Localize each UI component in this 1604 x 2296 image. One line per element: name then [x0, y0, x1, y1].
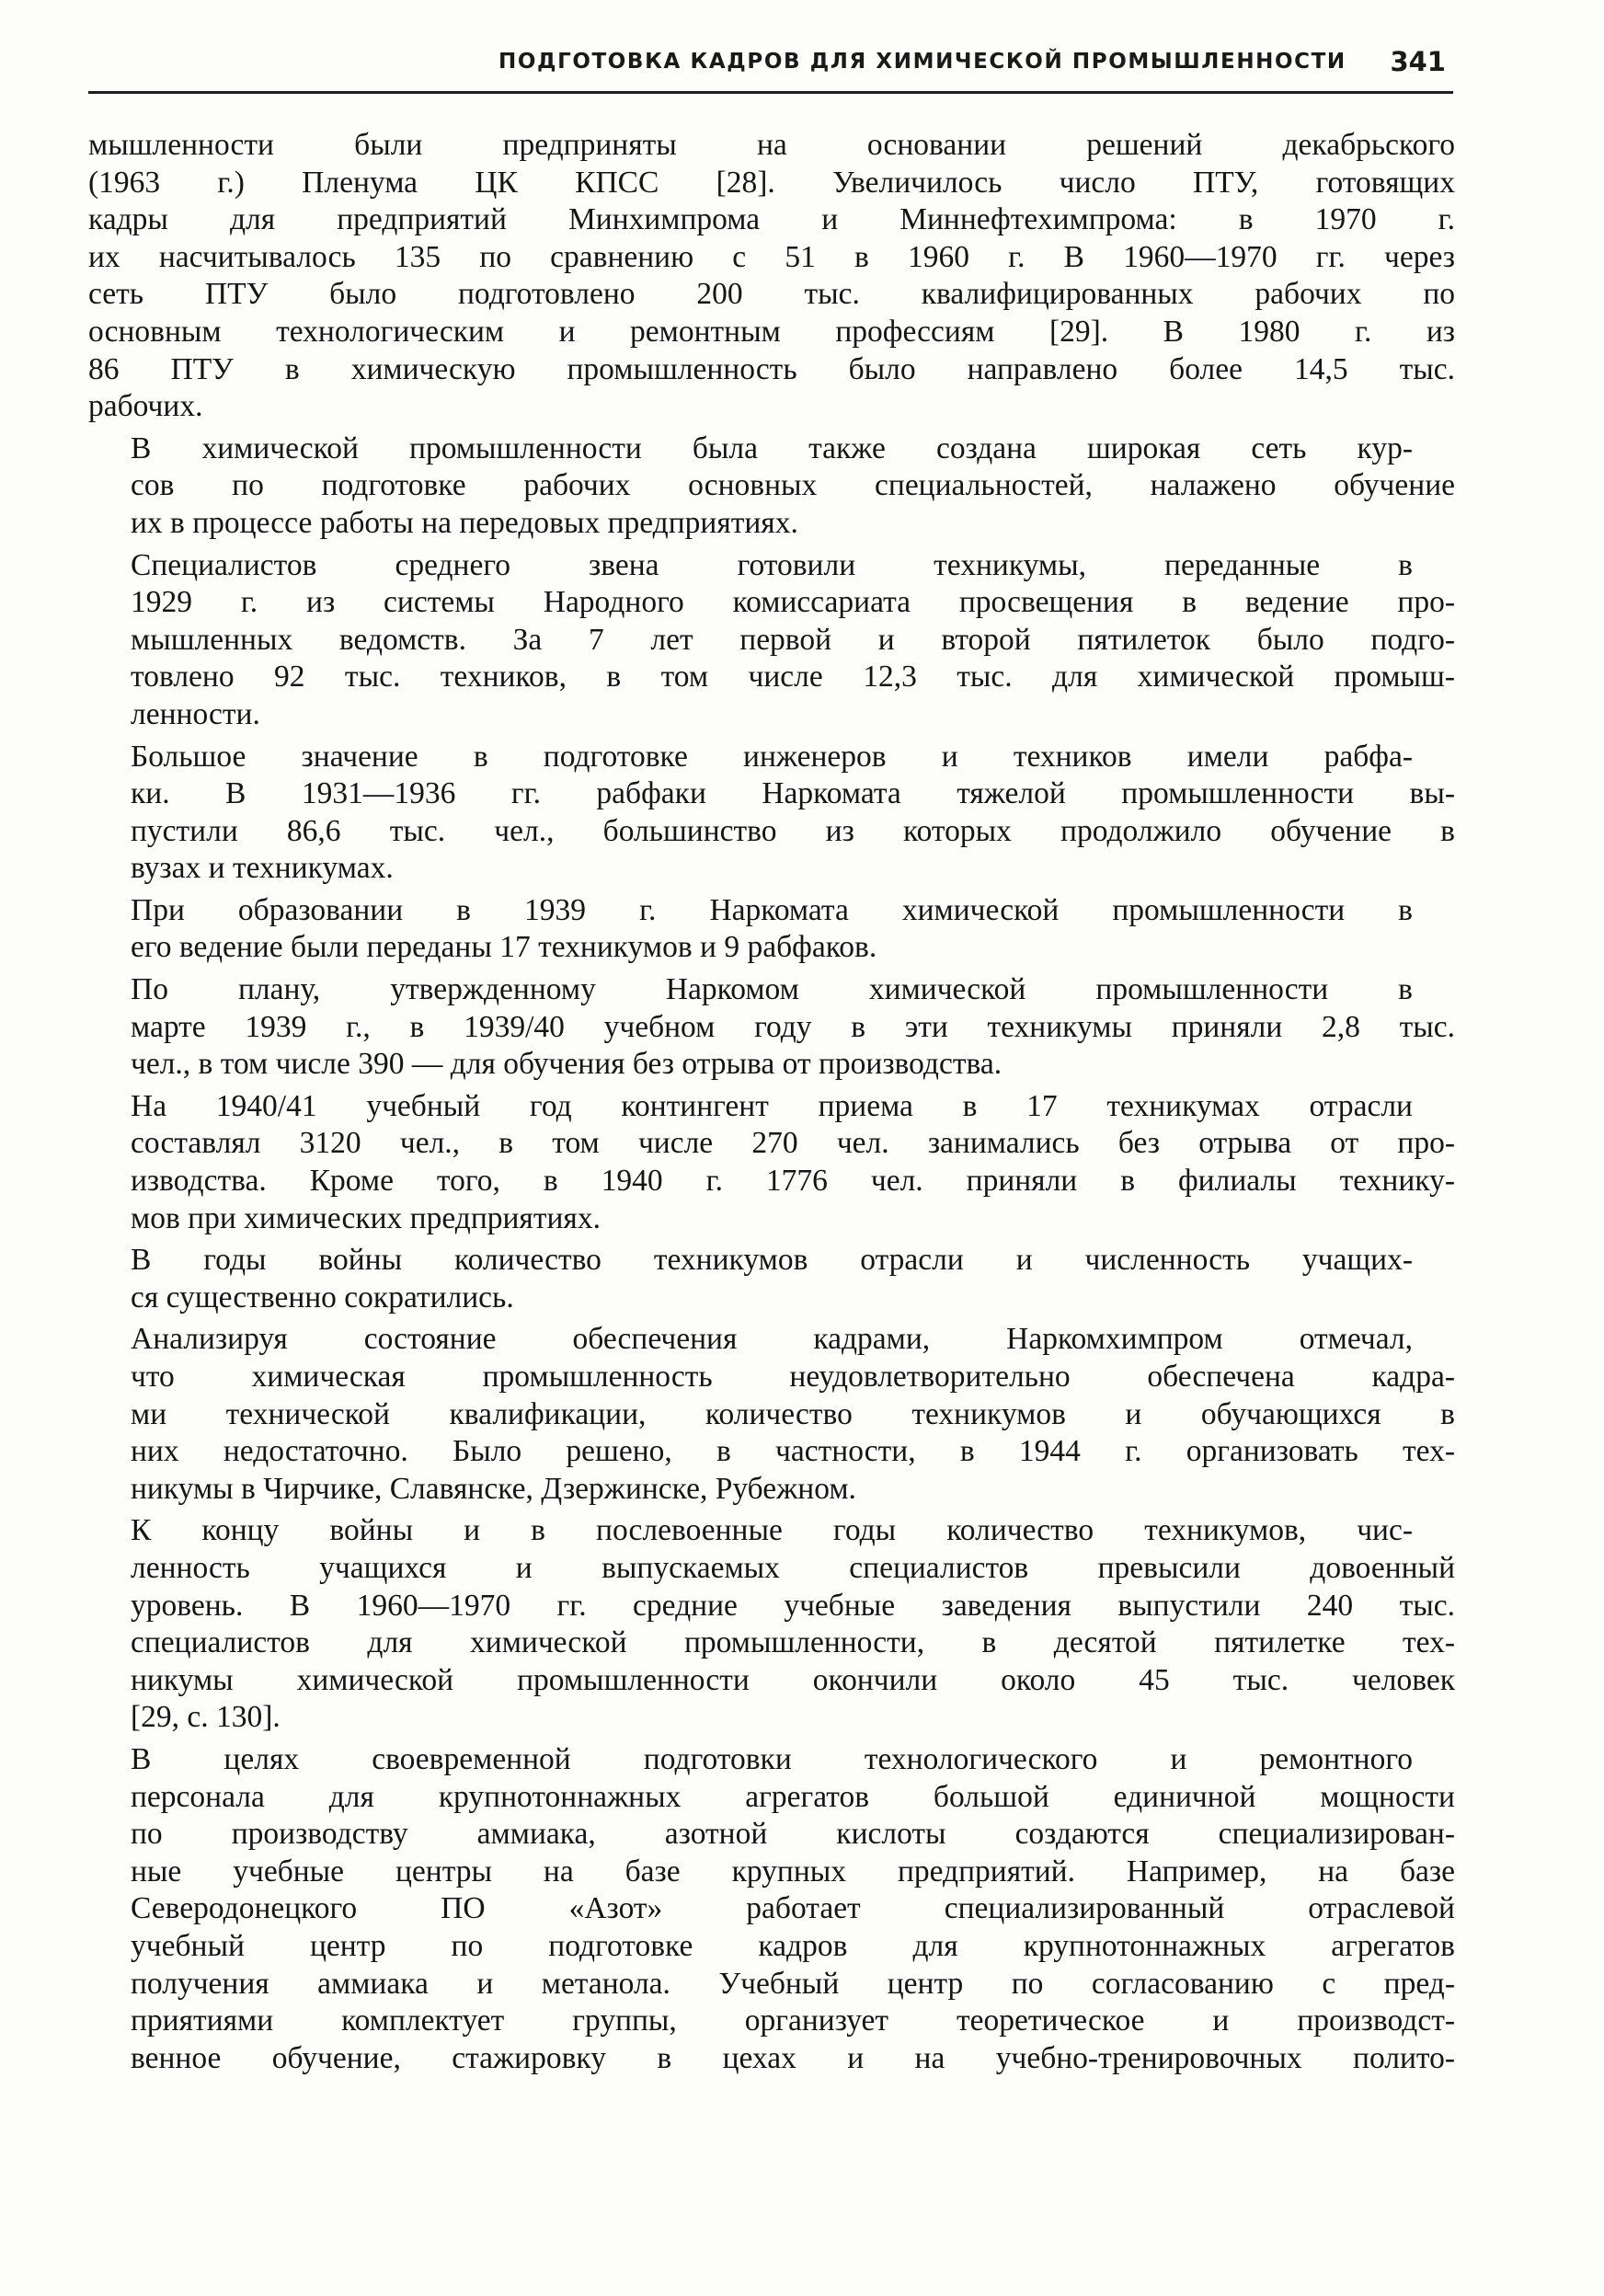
text-line: приятиями комплектует группы, организует теоретическое и производст- [131, 2003, 1455, 2038]
paragraph [88, 1242, 1455, 1316]
text-line: 86 ПТУ в химическую промышленность было направлено более 14,5 тыс. [88, 351, 1455, 386]
text-line: мышленных ведомств. За 7 лет первой и второй пятилеток было подго- [131, 622, 1455, 657]
text-line: сеть ПТУ было подготовлено 200 тыс. квалифицированных рабочих по [88, 277, 1455, 312]
text-line: сов по подготовке рабочих основных специальностей, налажено обучение [131, 468, 1455, 503]
text-line: специалистов для химической промышленности, в десятой пятилетке тех- [131, 1625, 1455, 1660]
text-line: товлено 92 тыс. техников, в том числе 12,3 тыс. для химической промыш- [131, 660, 1455, 695]
text-line: пустили 86,6 тыс. чел., большинство из которых продолжило обучение в [131, 813, 1455, 848]
paragraph [88, 1741, 1455, 2077]
text-line: основным технологическим и ремонтным профессиям [29]. В 1980 г. из [88, 314, 1455, 349]
text-line: учебный центр по подготовке кадров для крупнотоннажных агрегатов [131, 1928, 1455, 1963]
text-line: кадры для предприятий Минхимпрома и Миннефтехимпрома: в 1970 г. [88, 202, 1455, 237]
text-line: К концу войны и в послевоенные годы количество техникумов, чис- [131, 1513, 1413, 1548]
text-line: персонала для крупнотоннажных агрегатов большой единичной мощности [131, 1779, 1455, 1814]
page-number: 341 [1390, 46, 1446, 77]
text-line: ми технической квалификации, количество техникумов и обучающихся в [131, 1396, 1455, 1431]
text-line: никумы в Чирчике, Славянске, Дзержинске, Рубежном. [131, 1471, 856, 1506]
text-line: них недостаточно. Было решено, в частности, в 1944 г. организовать тех- [131, 1434, 1455, 1469]
text-line: В годы войны количество техникумов отрасли и численность учащих- [131, 1243, 1413, 1278]
paragraph [88, 1088, 1455, 1237]
paragraph [88, 547, 1455, 734]
text-line: вузах и техникумах. [131, 851, 394, 886]
text-line: В целях своевременной подготовки технологического и ремонтного [131, 1741, 1413, 1776]
text-line: никумы химической промышленности окончили около 45 тыс. человек [131, 1662, 1455, 1697]
text-line: В химической промышленности была также создана широкая сеть кур- [131, 430, 1413, 465]
running-head [88, 44, 1449, 88]
text-line: ленности. [131, 696, 260, 731]
text-line: На 1940/41 учебный год контингент приема в 17 техникумах отрасли [131, 1088, 1413, 1123]
text-line: уровень. В 1960—1970 гг. средние учебные заведения выпустили 240 тыс. [131, 1588, 1455, 1623]
text-line: По плану, утвержденному Наркомом химической промышленности в [131, 972, 1413, 1007]
text-line: ся существенно сократились. [131, 1280, 514, 1314]
paragraph [88, 1321, 1455, 1508]
text-line: Специалистов среднего звена готовили техникумы, переданные в [131, 547, 1413, 582]
text-line: Анализируя состояние обеспечения кадрами, Наркомхимпром отмечал, [131, 1322, 1413, 1357]
text-line: (1963 г.) Пленума ЦК КПСС [28]. Увеличилось число ПТУ, готовящих [88, 165, 1455, 200]
body-text [88, 127, 1455, 2082]
text-line: Большое значение в подготовке инженеров и техников имели рабфа- [131, 739, 1413, 774]
text-line: марте 1939 г., в 1939/40 учебном году в эти техникумы приняли 2,8 тыс. [131, 1009, 1455, 1044]
paragraph [88, 430, 1455, 543]
text-line: [29, с. 130]. [131, 1700, 281, 1735]
text-line: ки. В 1931—1936 гг. рабфаки Наркомата тяжелой промышленности вы- [131, 776, 1455, 811]
text-line: ленность учащихся и выпускаемых специалистов превысили довоенный [131, 1550, 1455, 1585]
text-line: чел., в том числе 390 — для обучения без отрыва от производства. [131, 1047, 1002, 1082]
text-line: составлял 3120 чел., в том числе 270 чел. занимались без отрыва от про- [131, 1126, 1455, 1161]
text-line: получения аммиака и метанола. Учебный центр по согласованию с пред- [131, 1966, 1455, 2001]
text-line: изводства. Кроме того, в 1940 г. 1776 чел. приняли в филиалы технику- [131, 1164, 1455, 1199]
text-line: рабочих. [88, 389, 203, 424]
paragraph [88, 892, 1455, 967]
running-title: ПОДГОТОВКА КАДРОВ ДЛЯ ХИМИЧЕСКОЙ ПРОМЫШЛЕННОСТИ [498, 50, 1346, 74]
paragraph [88, 1512, 1455, 1737]
text-line: мов при химических предприятиях. [131, 1200, 601, 1235]
text-line: по производству аммиака, азотной кислоты создаются специализирован- [131, 1817, 1455, 1852]
text-line: 1929 г. из системы Народного комиссариата просвещения в ведение про- [131, 585, 1455, 620]
text-line: их насчитывалось 135 по сравнению с 51 в 1960 г. В 1960—1970 гг. через [88, 239, 1455, 274]
text-line: При образовании в 1939 г. Наркомата химической промышленности в [131, 892, 1413, 927]
paragraph [88, 739, 1455, 888]
paragraph [88, 127, 1455, 426]
text-line: мышленности были предприняты на основании решений декабрьского [88, 128, 1455, 162]
text-line: Северодонецкого ПО «Азот» работает специализированный отраслевой [131, 1891, 1455, 1926]
text-line: ные учебные центры на базе крупных предприятий. Например, на базе [131, 1854, 1455, 1888]
header-rule [88, 91, 1453, 94]
text-line: его ведение были переданы 17 техникумов и 9 рабфаков. [131, 930, 877, 965]
text-line: что химическая промышленность неудовлетворительно обеспечена кадра- [131, 1360, 1455, 1394]
text-line: их в процессе работы на передовых предприятиях. [131, 505, 798, 540]
paragraph [88, 971, 1455, 1084]
text-line: венное обучение, стажировку в цехах и на учебно-тренировочных полито- [131, 2040, 1455, 2075]
